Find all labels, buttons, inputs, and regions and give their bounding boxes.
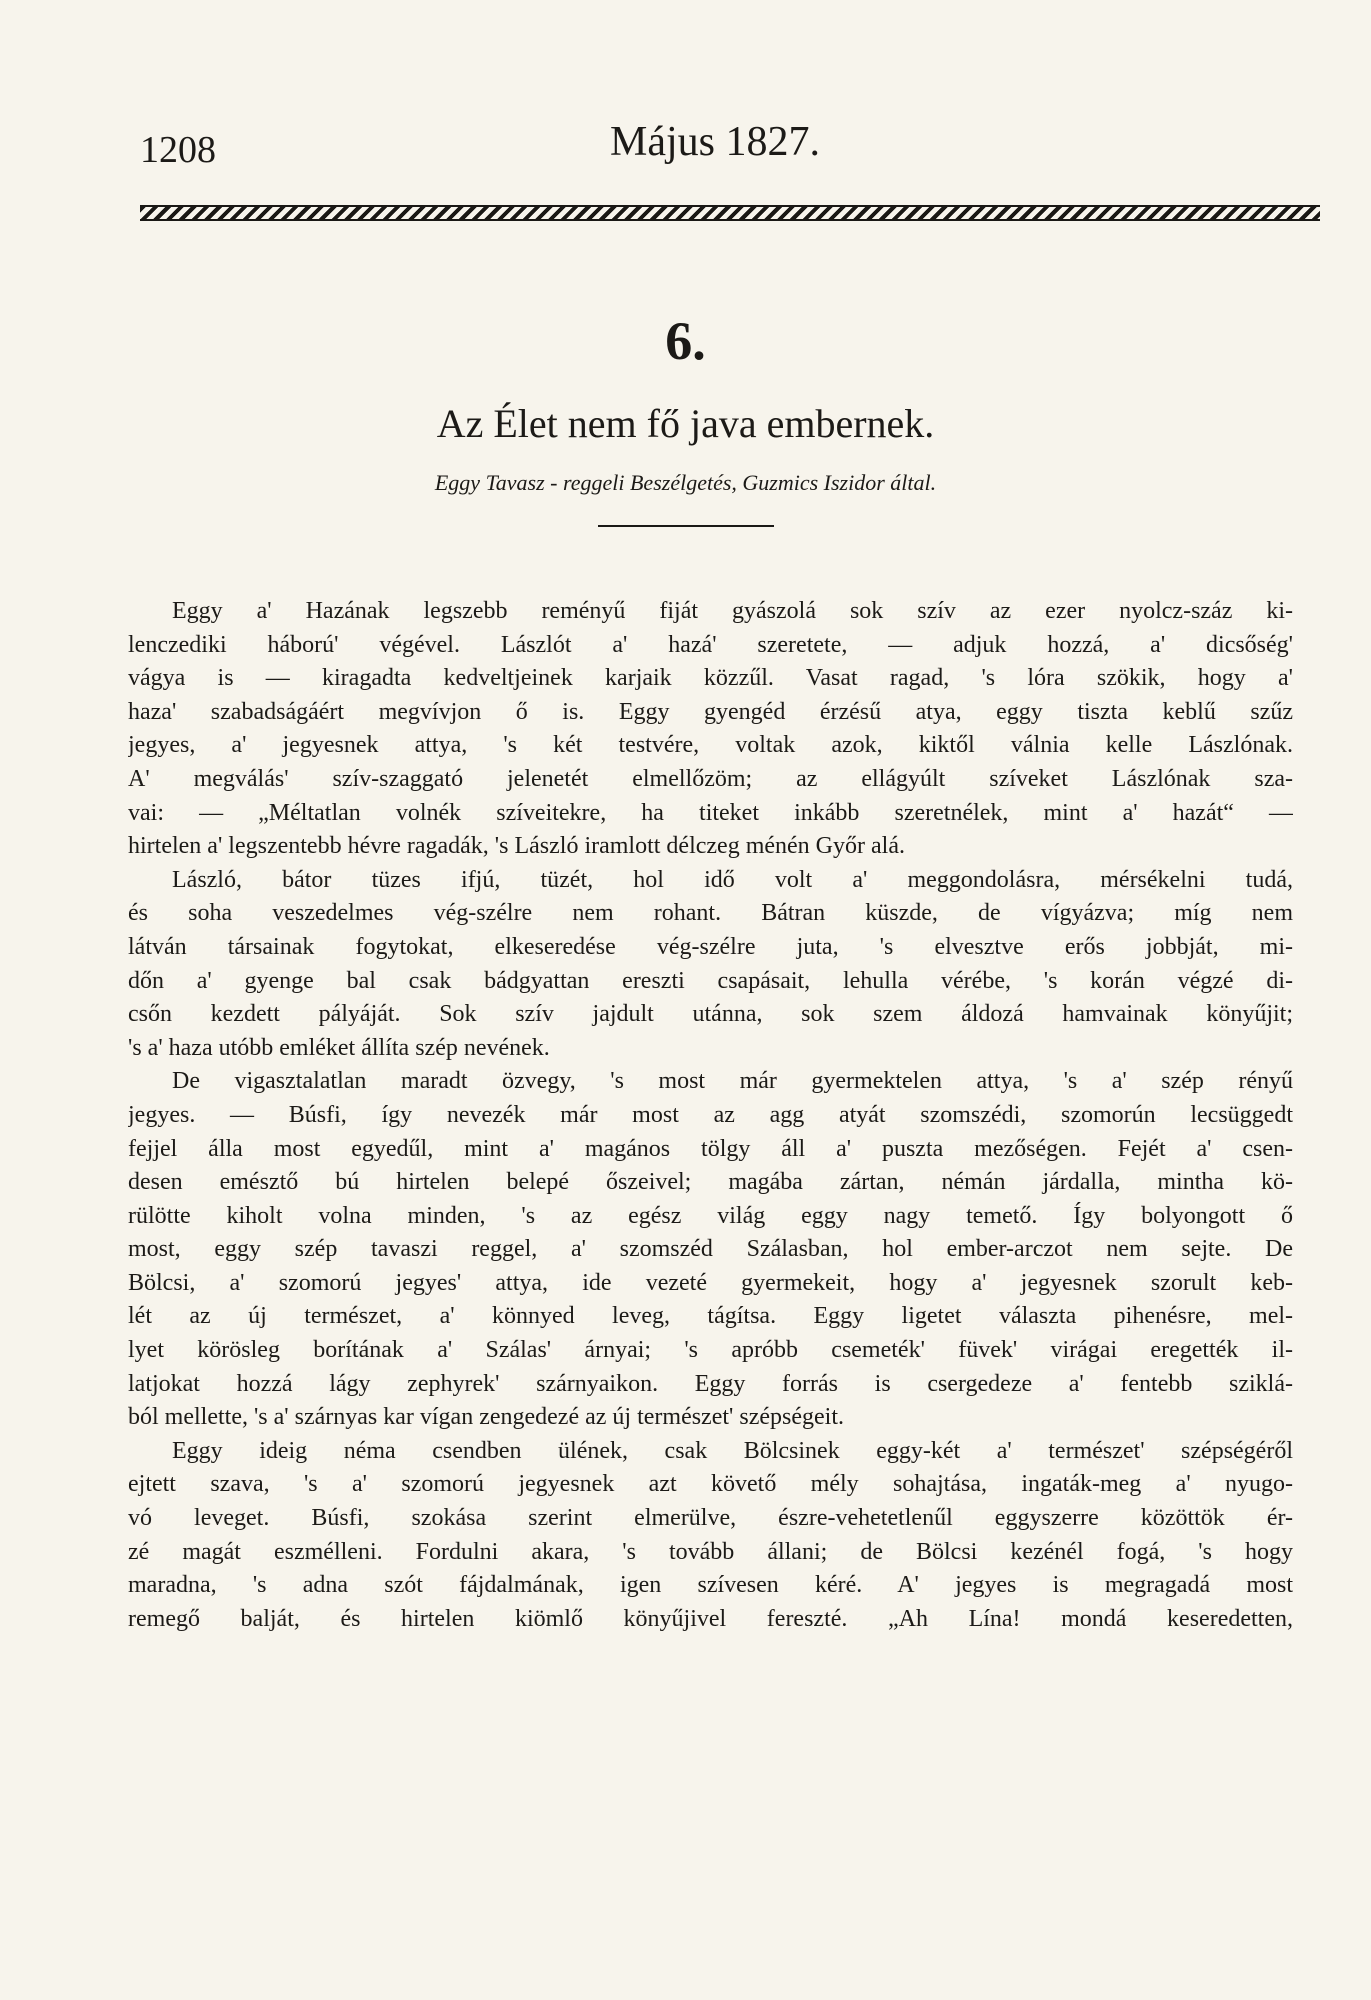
text-line: ból mellette, 's a' szárnyas kar vígan zengedezé az új természet' szépségeit. [128,1404,844,1431]
text-line: dőn a' gyenge bal csak bádgyattan ereszti csapásait, lehulla vérébe, 's korán végzé di- [128,967,1293,994]
chapter-byline: Eggy Tavasz - reggeli Beszélgetés, Guzmics Iszidor által. [434,470,937,495]
text-line: vó leveget. Búsfi, szokása szerint elmerülve, észre-vehetetlenűl eggyszerre közöttök ér- [128,1505,1293,1532]
text-line: ejtett szava, 's a' szomorú jegyesnek azt követő mély sohajtása, ingaták-meg a' nyugo- [128,1471,1293,1498]
text-line: lyet körösleg borítának a' Szálas' árnyai; 's apróbb csemeték' füvek' virágai eregették il- [128,1337,1293,1364]
text-line: 's a' haza utóbb emléket állíta szép nevének. [128,1034,550,1061]
text-line: jegyes. — Búsfi, így nevezék már most az agg atyát szomszédi, szomorún lecsüggedt [128,1101,1293,1128]
text-line: hirtelen a' legszentebb hévre ragadák, 's László iramlott délczeg ménén Győr alá. [128,833,905,860]
page-header [140,118,1281,178]
text-line: A' megválás' szív-szaggató jelenetét elmellőzöm; az ellágyúlt szíveket Lászlónak sza- [128,765,1293,792]
text-line: csőn kezdett pályáját. Sok szív jajdult utánna, sok szem áldozá hamvainak könyűjit; [128,1001,1293,1028]
text-line: vágya is — kiragadta kedveltjeinek karjaik közzűl. Vasat ragad, 's lóra szökik, hogy a' [128,665,1293,692]
text-line: László, bátor tüzes ifjú, tüzét, hol idő volt a' meggondolásra, mérsékelni tudá, [172,866,1293,893]
text-line: látván társainak fogytokat, elkeseredése vég-szélre juta, 's elvesztve erős jobbját, mi- [128,933,1293,960]
decorative-border [140,205,1320,221]
text-line: lét az új természet, a' könnyed leveg, tágítsa. Eggy ligetet választa pihenésre, mel- [128,1303,1293,1330]
text-line: Bölcsi, a' szomorú jegyes' attya, ide vezeté gyermekeit, hogy a' jegyesnek szorult keb- [128,1269,1293,1296]
chapter-number: 6. [665,311,706,371]
text-line: fejjel álla most egyedűl, mint a' magános tölgy áll a' puszta mezőségen. Fejét a' csen- [128,1135,1293,1162]
text-line: lenczediki háború' végével. Lászlót a' hazá' szeretete, — adjuk hozzá, a' dicsőség' [128,631,1293,658]
text-line: haza' szabadságáért megvívjon ő is. Eggy gyengéd érzésű atya, eggy tiszta keblű szűz [128,698,1293,725]
text-line: De vigasztalatlan maradt özvegy, 's most már gyermektelen attya, 's a' szép rényű [172,1068,1293,1095]
page-number: 1208 [140,129,216,171]
chapter-title: Az Élet nem fő java embernek. [436,401,935,446]
text-line: vai: — „Méltatlan volnék szíveitekre, ha titeket inkább szeretnélek, mint a' hazát“ — [128,799,1293,826]
body-text [128,595,1293,1636]
text-line: zé magát eszmélleni. Fordulni akara, 's tovább állani; de Bölcsi kezénél fogá, 's hogy [128,1538,1293,1565]
text-line: maradna, 's adna szót fájdalmának, igen szívesen kéré. A' jegyes is megragadá most [128,1572,1293,1599]
running-title: Május 1827. [610,119,820,165]
text-line: most, eggy szép tavaszi reggel, a' szomszéd Szálasban, hol ember-arczot nem sejte. De [128,1236,1293,1263]
text-line: latjokat hozzá lágy zephyrek' szárnyaikon. Eggy forrás is csergedeze a' fentebb sziklá- [128,1370,1293,1397]
title-divider [598,525,774,527]
text-line: remegő balját, és hirtelen kiömlő könyűjivel fereszté. „Ah Lína! mondá keseredetten, [128,1605,1293,1632]
text-line: desen emésztő bú hirtelen belepé őszeivel; magába zártan, némán járdalla, mintha kö- [128,1169,1293,1196]
text-line: Eggy a' Hazának legszebb reményű fiját gyászolá sok szív az ezer nyolcz-száz ki- [172,598,1293,624]
text-line: rülötte kiholt volna minden, 's az egész világ eggy nagy temető. Így bolyongott ő [128,1202,1293,1229]
text-line: jegyes, a' jegyesnek attya, 's két testvére, voltak azok, kiktől válnia kelle Lászlónak. [128,732,1293,759]
text-line: és soha veszedelmes vég-szélre nem rohant. Bátran küszde, de vígyázva; míg nem [128,900,1293,927]
text-line: Eggy ideig néma csendben ülének, csak Bölcsinek eggy-két a' természet' szépségéről [172,1437,1293,1464]
